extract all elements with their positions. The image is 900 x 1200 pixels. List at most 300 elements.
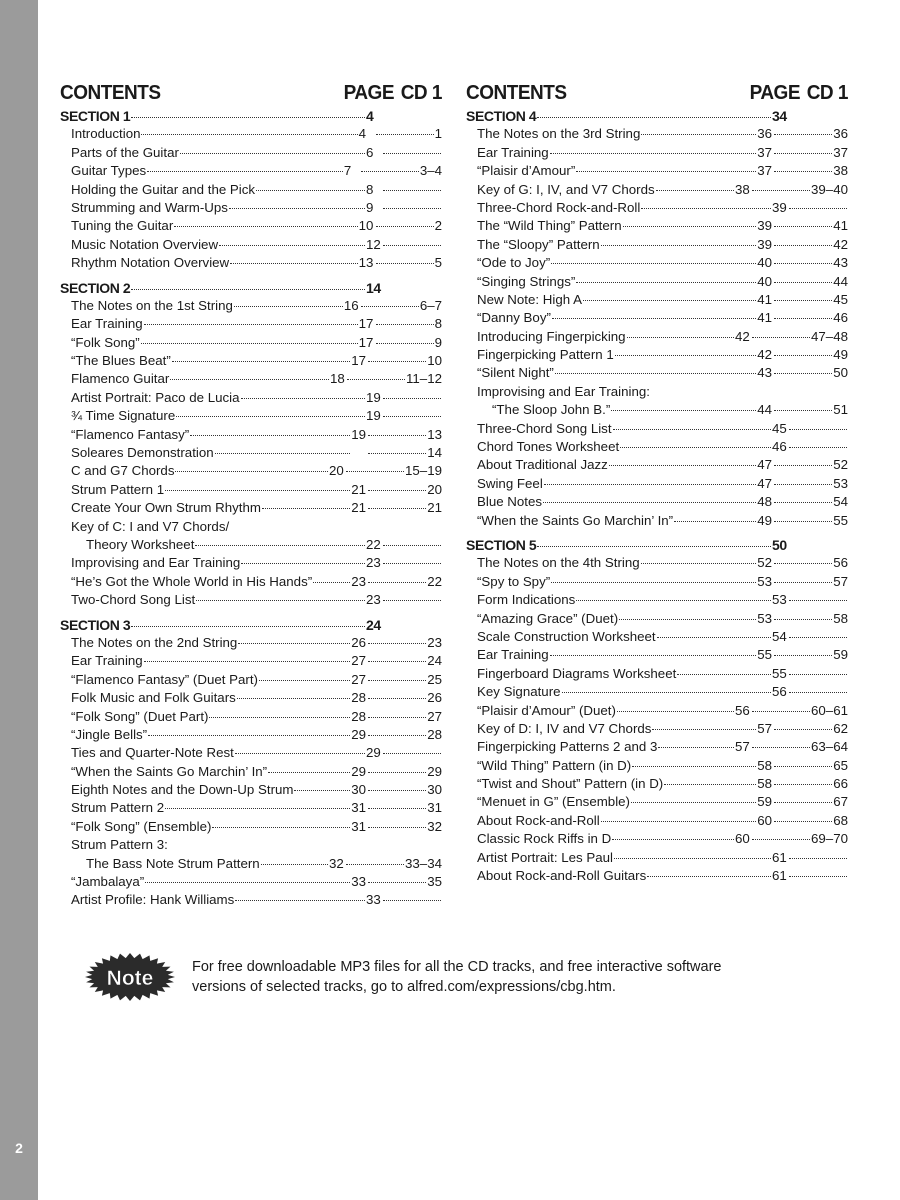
entry-title: Create Your Own Strum Rhythm xyxy=(71,500,261,516)
dot-leader xyxy=(170,379,329,380)
dot-leader xyxy=(658,747,734,748)
entry-page: 58 xyxy=(757,776,772,792)
entry-cd-track: 31 xyxy=(427,800,442,816)
entry-cd-track: 27 xyxy=(427,708,442,724)
dot-leader xyxy=(774,153,832,154)
entry-title: C and G7 Chords xyxy=(71,463,175,479)
section-page: 34 xyxy=(772,108,787,124)
dot-leader xyxy=(601,821,757,822)
entry-page: 58 xyxy=(757,757,772,773)
toc-entry xyxy=(60,591,442,609)
entry-title: Blue Notes xyxy=(477,494,543,510)
entry-title: Soleares Demonstration xyxy=(71,445,214,461)
dot-leader xyxy=(789,876,847,877)
entry-cd-track: 44 xyxy=(833,273,848,289)
dot-leader xyxy=(368,717,426,718)
section-title: SECTION 3 xyxy=(60,616,131,633)
section-block xyxy=(60,279,442,610)
toc-entry xyxy=(60,891,442,909)
entry-page: 53 xyxy=(772,592,787,608)
entry-page: 41 xyxy=(757,291,772,307)
dot-leader xyxy=(235,753,365,754)
entry-page: 47 xyxy=(757,457,772,473)
dot-leader xyxy=(774,355,832,356)
toc-entry xyxy=(466,573,848,591)
column-header xyxy=(60,71,442,106)
entry-page: 21 xyxy=(351,500,366,516)
entry-page: 4 xyxy=(358,126,366,142)
toc-entry xyxy=(60,536,442,554)
dot-leader xyxy=(148,735,350,736)
entry-title: Music Notation Overview xyxy=(71,236,219,252)
entry-page: 23 xyxy=(351,573,366,589)
dot-leader xyxy=(550,655,757,656)
dot-leader xyxy=(147,171,343,172)
entry-title: ¾ Time Signature xyxy=(71,408,176,424)
dot-leader xyxy=(196,600,365,601)
toc-entry xyxy=(466,683,848,701)
entry-page: 38 xyxy=(735,181,750,197)
entry-cd-track: 60–61 xyxy=(811,702,848,718)
entry-title: Ear Training xyxy=(477,144,549,160)
dot-leader xyxy=(774,502,832,503)
entry-cd-track: 39–40 xyxy=(811,181,848,197)
entry-page: 33 xyxy=(366,892,381,908)
entry-page: 20 xyxy=(329,463,344,479)
entry-title: “Folk Song” (Ensemble) xyxy=(71,818,212,834)
entry-title: Scale Construction Worksheet xyxy=(477,628,656,644)
entry-page: 40 xyxy=(757,255,772,271)
entry-title: Guitar Types xyxy=(71,163,147,179)
entry-cd-track: 33–34 xyxy=(405,855,442,871)
dot-leader xyxy=(209,717,350,718)
dot-leader xyxy=(789,600,847,601)
dot-leader xyxy=(376,263,434,264)
entry-title: “When the Saints Go Marchin’ In” xyxy=(477,512,674,528)
entry-page: 19 xyxy=(366,389,381,405)
entry-cd-track: 6–7 xyxy=(419,297,442,313)
entry-title: Key of D: I, IV and V7 Chords xyxy=(477,720,652,736)
entry-cd-track: 49 xyxy=(833,347,848,363)
dot-leader xyxy=(368,643,426,644)
entry-title: “Plaisir d’Amour” xyxy=(477,163,576,179)
dot-leader xyxy=(368,435,426,436)
entry-title: Artist Portrait: Les Paul xyxy=(477,849,613,865)
toc-entry xyxy=(466,401,848,419)
dot-leader xyxy=(347,379,405,380)
entry-page: 59 xyxy=(757,794,772,810)
column-body xyxy=(466,107,848,885)
dot-leader xyxy=(165,808,350,809)
dot-leader xyxy=(576,282,756,283)
dot-leader xyxy=(383,416,441,417)
dot-leader xyxy=(674,521,756,522)
toc-entry xyxy=(466,273,848,291)
dot-leader xyxy=(774,729,832,730)
entry-title: “Wild Thing” Pattern (in D) xyxy=(477,757,632,773)
toc-entry xyxy=(60,462,442,480)
entry-cd-track: 43 xyxy=(833,255,848,271)
entry-title: Form Indications xyxy=(477,592,576,608)
dot-leader xyxy=(383,153,441,154)
toc-entry xyxy=(60,389,442,407)
dot-leader xyxy=(144,324,358,325)
entry-page: 29 xyxy=(351,726,366,742)
dot-leader xyxy=(368,508,426,509)
section-heading xyxy=(60,279,442,297)
entry-cd-track: 5 xyxy=(434,255,442,271)
dot-leader xyxy=(361,306,419,307)
entry-page: 39 xyxy=(772,199,787,215)
dot-leader xyxy=(241,563,365,564)
entry-page: 27 xyxy=(351,653,366,669)
dot-leader xyxy=(368,680,426,681)
entry-cd-track: 29 xyxy=(427,763,442,779)
entry-page: 17 xyxy=(351,353,366,369)
entry-page: 31 xyxy=(351,800,366,816)
entry-title: “Flamenco Fantasy” xyxy=(71,426,190,442)
toc-entry xyxy=(466,475,848,493)
dot-leader xyxy=(383,900,441,901)
dot-leader xyxy=(172,361,350,362)
contents-column-left xyxy=(60,72,442,910)
entry-title: Fingerpicking Pattern 1 xyxy=(477,347,614,363)
dot-leader xyxy=(176,416,365,417)
entry-cd-track: 51 xyxy=(833,402,848,418)
dot-leader xyxy=(615,355,756,356)
section-heading xyxy=(60,616,442,634)
dot-leader xyxy=(752,747,810,748)
dot-leader xyxy=(543,502,756,503)
dot-leader xyxy=(256,190,365,191)
entry-title: The “Wild Thing” Pattern xyxy=(477,218,622,234)
note-box xyxy=(84,952,864,1002)
toc-entry xyxy=(466,830,848,848)
dot-leader xyxy=(789,637,847,638)
entry-title: Classic Rock Riffs in D xyxy=(477,831,612,847)
dot-leader xyxy=(774,263,832,264)
entry-page: 53 xyxy=(757,573,772,589)
entry-cd-track: 56 xyxy=(833,555,848,571)
dot-leader xyxy=(141,134,357,135)
entry-page: 57 xyxy=(757,720,772,736)
entry-title: Ear Training xyxy=(71,316,143,332)
dot-leader xyxy=(612,839,734,840)
toc-entry xyxy=(60,708,442,726)
dot-leader xyxy=(789,429,847,430)
header-cd: CD 1 xyxy=(400,81,442,105)
entry-cd-track: 3–4 xyxy=(419,163,442,179)
entry-page: 53 xyxy=(757,610,772,626)
toc-entry xyxy=(60,744,442,762)
entry-title: Theory Worksheet xyxy=(86,536,195,552)
toc-entry xyxy=(466,456,848,474)
entry-title: “Plaisir d’Amour” (Duet) xyxy=(477,702,616,718)
toc-entry xyxy=(466,812,848,830)
dot-leader xyxy=(620,447,771,448)
toc-entry xyxy=(466,420,848,438)
entry-title: Strum Pattern 3: xyxy=(71,837,168,853)
dot-leader xyxy=(677,674,771,675)
entry-cd-track: 58 xyxy=(833,610,848,626)
entry-page: 47 xyxy=(757,475,772,491)
entry-page: 10 xyxy=(358,218,374,234)
entry-title: Artist Portrait: Paco de Lucia xyxy=(71,389,240,405)
dot-leader xyxy=(576,171,756,172)
dot-leader xyxy=(175,471,328,472)
entry-page: 55 xyxy=(757,647,772,663)
dot-leader xyxy=(361,171,419,172)
dot-leader xyxy=(261,864,328,865)
toc-entry xyxy=(60,799,442,817)
entry-page: 46 xyxy=(772,439,787,455)
entry-page: 40 xyxy=(757,273,772,289)
toc-entry xyxy=(60,162,442,180)
dot-leader xyxy=(234,306,343,307)
dot-leader xyxy=(752,839,810,840)
entry-title: Two-Chord Song List xyxy=(71,592,196,608)
dot-leader xyxy=(613,429,771,430)
toc-entry xyxy=(60,652,442,670)
dot-leader xyxy=(614,858,771,859)
dot-leader xyxy=(774,318,832,319)
toc-entry xyxy=(60,873,442,891)
note-line-2: versions of selected tracks, go to alfred.com/expressions/cbg.htm. xyxy=(192,979,616,995)
entry-page: 48 xyxy=(757,494,772,510)
entry-page: 49 xyxy=(757,512,772,528)
toc-entry xyxy=(60,352,442,370)
entry-title: The Notes on the 2nd String xyxy=(71,634,238,650)
dot-leader xyxy=(368,490,426,491)
entry-cd-track: 1 xyxy=(434,126,442,142)
dot-leader xyxy=(180,153,365,154)
toc-entry xyxy=(60,181,442,199)
entry-cd-track: 21 xyxy=(427,500,442,516)
toc-entry xyxy=(60,671,442,689)
dot-leader xyxy=(212,827,350,828)
dot-leader xyxy=(583,300,756,301)
entry-title: Strumming and Warm-Ups xyxy=(71,199,228,215)
toc-entry xyxy=(466,328,848,346)
toc-entry xyxy=(466,757,848,775)
entry-cd-track: 10 xyxy=(427,353,442,369)
entry-cd-track: 32 xyxy=(427,818,442,834)
dot-leader xyxy=(259,680,350,681)
side-strip xyxy=(0,0,38,1200)
dot-leader xyxy=(376,134,434,135)
toc-entry xyxy=(466,867,848,885)
dot-leader xyxy=(601,245,757,246)
dot-leader xyxy=(368,661,426,662)
header-page: PAGE xyxy=(749,81,800,105)
dot-leader xyxy=(165,490,350,491)
toc-entry xyxy=(60,426,442,444)
entry-page: 29 xyxy=(351,763,366,779)
dot-leader xyxy=(789,692,847,693)
entry-page: 19 xyxy=(366,408,381,424)
toc-entry xyxy=(466,364,848,382)
entry-title: Rhythm Notation Overview xyxy=(71,255,230,271)
section-page: 50 xyxy=(772,536,787,553)
dot-leader xyxy=(576,600,771,601)
entry-page: 37 xyxy=(757,163,772,179)
entry-cd-track: 13 xyxy=(427,426,442,442)
entry-page: 17 xyxy=(358,334,374,350)
entry-page: 18 xyxy=(330,371,345,387)
entry-page: 55 xyxy=(772,665,787,681)
toc-entry xyxy=(466,512,848,530)
section-title: SECTION 4 xyxy=(466,108,537,124)
entry-cd-track: 55 xyxy=(833,512,848,528)
entry-title: Tuning the Guitar xyxy=(71,218,174,234)
entry-title: Ties and Quarter-Note Rest xyxy=(71,745,234,761)
section-block xyxy=(466,107,848,530)
entry-page: 56 xyxy=(772,684,787,700)
entry-title: Key Signature xyxy=(477,684,561,700)
section-block xyxy=(466,536,848,885)
dot-leader xyxy=(632,766,756,767)
entry-cd-track: 66 xyxy=(833,776,848,792)
dot-leader xyxy=(368,361,426,362)
dot-leader xyxy=(641,563,757,564)
entry-page: 33 xyxy=(351,874,366,890)
dot-leader xyxy=(238,643,350,644)
dot-leader xyxy=(141,343,358,344)
entry-cd-track: 14 xyxy=(427,445,442,461)
toc-entry xyxy=(60,763,442,781)
entry-page: 6 xyxy=(366,144,374,160)
column-body xyxy=(60,107,442,910)
entry-title: “Silent Night” xyxy=(477,365,554,381)
dot-leader xyxy=(230,263,357,264)
entry-title: The “Sloopy” Pattern xyxy=(477,236,600,252)
entry-title: Key of G: I, IV, and V7 Chords xyxy=(477,181,655,197)
entry-cd-track: 37 xyxy=(833,144,848,160)
entry-page: 29 xyxy=(366,745,381,761)
dot-leader xyxy=(656,190,734,191)
entry-cd-track: 24 xyxy=(427,653,442,669)
dot-leader xyxy=(368,882,426,883)
dot-leader xyxy=(774,245,832,246)
dot-leader xyxy=(235,900,365,901)
entry-title: Improvising and Ear Training xyxy=(71,555,241,571)
dot-leader xyxy=(383,545,441,546)
toc-entry xyxy=(60,781,442,799)
entry-title: New Note: High A xyxy=(477,291,582,307)
entry-title: “When the Saints Go Marchin’ In” xyxy=(71,763,268,779)
dot-leader xyxy=(195,545,365,546)
entry-title: “Danny Boy” xyxy=(477,310,551,326)
entry-page: 19 xyxy=(351,426,366,442)
dot-leader xyxy=(774,655,832,656)
entry-title: Key of C: I and V7 Chords/ xyxy=(71,518,230,534)
dot-leader xyxy=(368,453,426,454)
section-heading xyxy=(60,107,442,125)
entry-cd-track: 59 xyxy=(833,647,848,663)
entry-page: 27 xyxy=(351,671,366,687)
entry-title: “The Sloop John B.” xyxy=(492,402,611,418)
dot-leader xyxy=(376,343,434,344)
entry-page: 26 xyxy=(351,634,366,650)
header-page: PAGE xyxy=(343,81,394,105)
dot-leader xyxy=(294,790,350,791)
dot-leader xyxy=(383,753,441,754)
dot-leader xyxy=(752,190,810,191)
toc-entry xyxy=(60,518,442,536)
entry-page: 41 xyxy=(757,310,772,326)
entry-page: 8 xyxy=(366,181,374,197)
dot-leader xyxy=(641,208,771,209)
dot-leader xyxy=(774,521,832,522)
entry-title: Holding the Guitar and the Pick xyxy=(71,181,256,197)
entry-title: Strum Pattern 1 xyxy=(71,481,165,497)
entry-title: “Flamenco Fantasy” (Duet Part) xyxy=(71,671,258,687)
toc-entry xyxy=(60,818,442,836)
entry-cd-track: 22 xyxy=(427,573,442,589)
toc-entry xyxy=(466,383,848,401)
dot-leader xyxy=(774,563,832,564)
toc-entry xyxy=(466,346,848,364)
dot-leader xyxy=(550,153,757,154)
entry-title: Ear Training xyxy=(477,647,549,663)
section-heading xyxy=(466,107,848,125)
dot-leader xyxy=(555,373,756,374)
dot-leader xyxy=(145,882,350,883)
note-text xyxy=(192,957,722,997)
entry-page: 56 xyxy=(735,702,750,718)
dot-leader xyxy=(774,226,832,227)
section-block xyxy=(60,107,442,273)
entry-cd-track: 57 xyxy=(833,573,848,589)
section-page: 4 xyxy=(366,108,374,124)
toc-entry xyxy=(60,254,442,272)
entry-title: “Folk Song” (Duet Part) xyxy=(71,708,209,724)
entry-cd-track: 47–48 xyxy=(811,328,848,344)
dot-leader xyxy=(368,698,426,699)
entry-cd-track: 41 xyxy=(833,218,848,234)
dot-leader xyxy=(774,582,832,583)
dot-leader xyxy=(144,661,351,662)
dot-leader xyxy=(368,827,426,828)
header-cd: CD 1 xyxy=(806,81,848,105)
entry-page: 21 xyxy=(351,481,366,497)
dot-leader xyxy=(131,117,365,118)
entry-title: Introducing Fingerpicking xyxy=(477,328,626,344)
dot-leader xyxy=(552,318,756,319)
dot-leader xyxy=(627,337,734,338)
dot-leader xyxy=(262,508,350,509)
dot-leader xyxy=(562,692,771,693)
entry-page: 37 xyxy=(757,144,772,160)
dot-leader xyxy=(383,190,441,191)
toc-entry xyxy=(60,444,442,462)
entry-title: About Traditional Jazz xyxy=(477,457,608,473)
entry-cd-track: 35 xyxy=(427,874,442,890)
entry-page: 52 xyxy=(757,555,772,571)
dot-leader xyxy=(774,282,832,283)
toc-entry xyxy=(466,438,848,456)
dot-leader xyxy=(789,208,847,209)
toc-entry xyxy=(466,125,848,143)
dot-leader xyxy=(219,245,365,246)
dot-leader xyxy=(652,729,756,730)
entry-title: The Notes on the 3rd String xyxy=(477,126,641,142)
toc-entry xyxy=(60,855,442,873)
page-number: 2 xyxy=(15,1140,23,1156)
toc-entry xyxy=(466,254,848,272)
dot-leader xyxy=(368,582,426,583)
toc-entry xyxy=(60,334,442,352)
